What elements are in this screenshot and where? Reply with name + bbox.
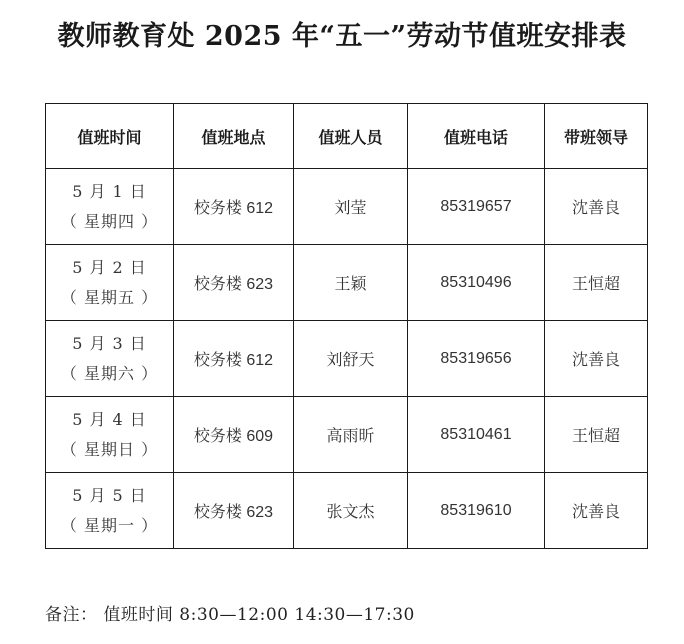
table-row bbox=[46, 169, 648, 245]
header-duty-phone: 值班电话 bbox=[408, 104, 545, 169]
person-cell: 张文杰 bbox=[294, 473, 408, 549]
table-header-row bbox=[46, 104, 648, 169]
location-cell: 校务楼 623 bbox=[174, 473, 294, 549]
weekday-text: （ 星期五 ） bbox=[60, 287, 159, 307]
table-row bbox=[46, 321, 648, 397]
phone-cell: 85319657 bbox=[408, 169, 545, 245]
date-cell bbox=[46, 245, 174, 321]
date-cell bbox=[46, 473, 174, 549]
phone-cell: 85319656 bbox=[408, 321, 545, 397]
table-row bbox=[46, 473, 648, 549]
location-cell: 校务楼 612 bbox=[174, 169, 294, 245]
document-title: 教师教育处 2025 年“五一”劳动节值班安排表 bbox=[57, 21, 627, 52]
person-cell: 高雨昕 bbox=[294, 397, 408, 473]
location-cell: 校务楼 609 bbox=[174, 397, 294, 473]
date-text: 5 月 4 日 bbox=[72, 409, 147, 429]
location-cell: 校务楼 612 bbox=[174, 321, 294, 397]
phone-cell: 85319610 bbox=[408, 473, 545, 549]
phone-cell: 85310461 bbox=[408, 397, 545, 473]
location-cell: 校务楼 623 bbox=[174, 245, 294, 321]
leader-cell: 沈善良 bbox=[545, 321, 648, 397]
duty-schedule-table bbox=[45, 103, 648, 549]
header-duty-time: 值班时间 bbox=[46, 104, 174, 169]
leader-cell: 沈善良 bbox=[545, 473, 648, 549]
person-cell: 刘舒天 bbox=[294, 321, 408, 397]
weekday-text: （ 星期日 ） bbox=[60, 439, 159, 459]
header-duty-person: 值班人员 bbox=[294, 104, 408, 169]
table-row bbox=[46, 397, 648, 473]
weekday-text: （ 星期六 ） bbox=[60, 363, 159, 383]
leader-cell: 王恒超 bbox=[545, 245, 648, 321]
weekday-text: （ 星期四 ） bbox=[60, 211, 159, 231]
duty-hours-note: 备注： 值班时间 8:30—12:00 14:30—17:30 bbox=[45, 605, 415, 625]
person-cell: 刘莹 bbox=[294, 169, 408, 245]
date-text: 5 月 1 日 bbox=[72, 181, 147, 201]
date-cell bbox=[46, 397, 174, 473]
date-text: 5 月 3 日 bbox=[72, 333, 147, 353]
header-duty-location: 值班地点 bbox=[174, 104, 294, 169]
date-cell bbox=[46, 321, 174, 397]
person-cell: 王颖 bbox=[294, 245, 408, 321]
phone-cell: 85310496 bbox=[408, 245, 545, 321]
header-leader: 带班领导 bbox=[545, 104, 648, 169]
leader-cell: 沈善良 bbox=[545, 169, 648, 245]
table-row bbox=[46, 245, 648, 321]
date-text: 5 月 5 日 bbox=[72, 485, 147, 505]
date-cell bbox=[46, 169, 174, 245]
date-text: 5 月 2 日 bbox=[72, 257, 147, 277]
weekday-text: （ 星期一 ） bbox=[60, 515, 159, 535]
leader-cell: 王恒超 bbox=[545, 397, 648, 473]
